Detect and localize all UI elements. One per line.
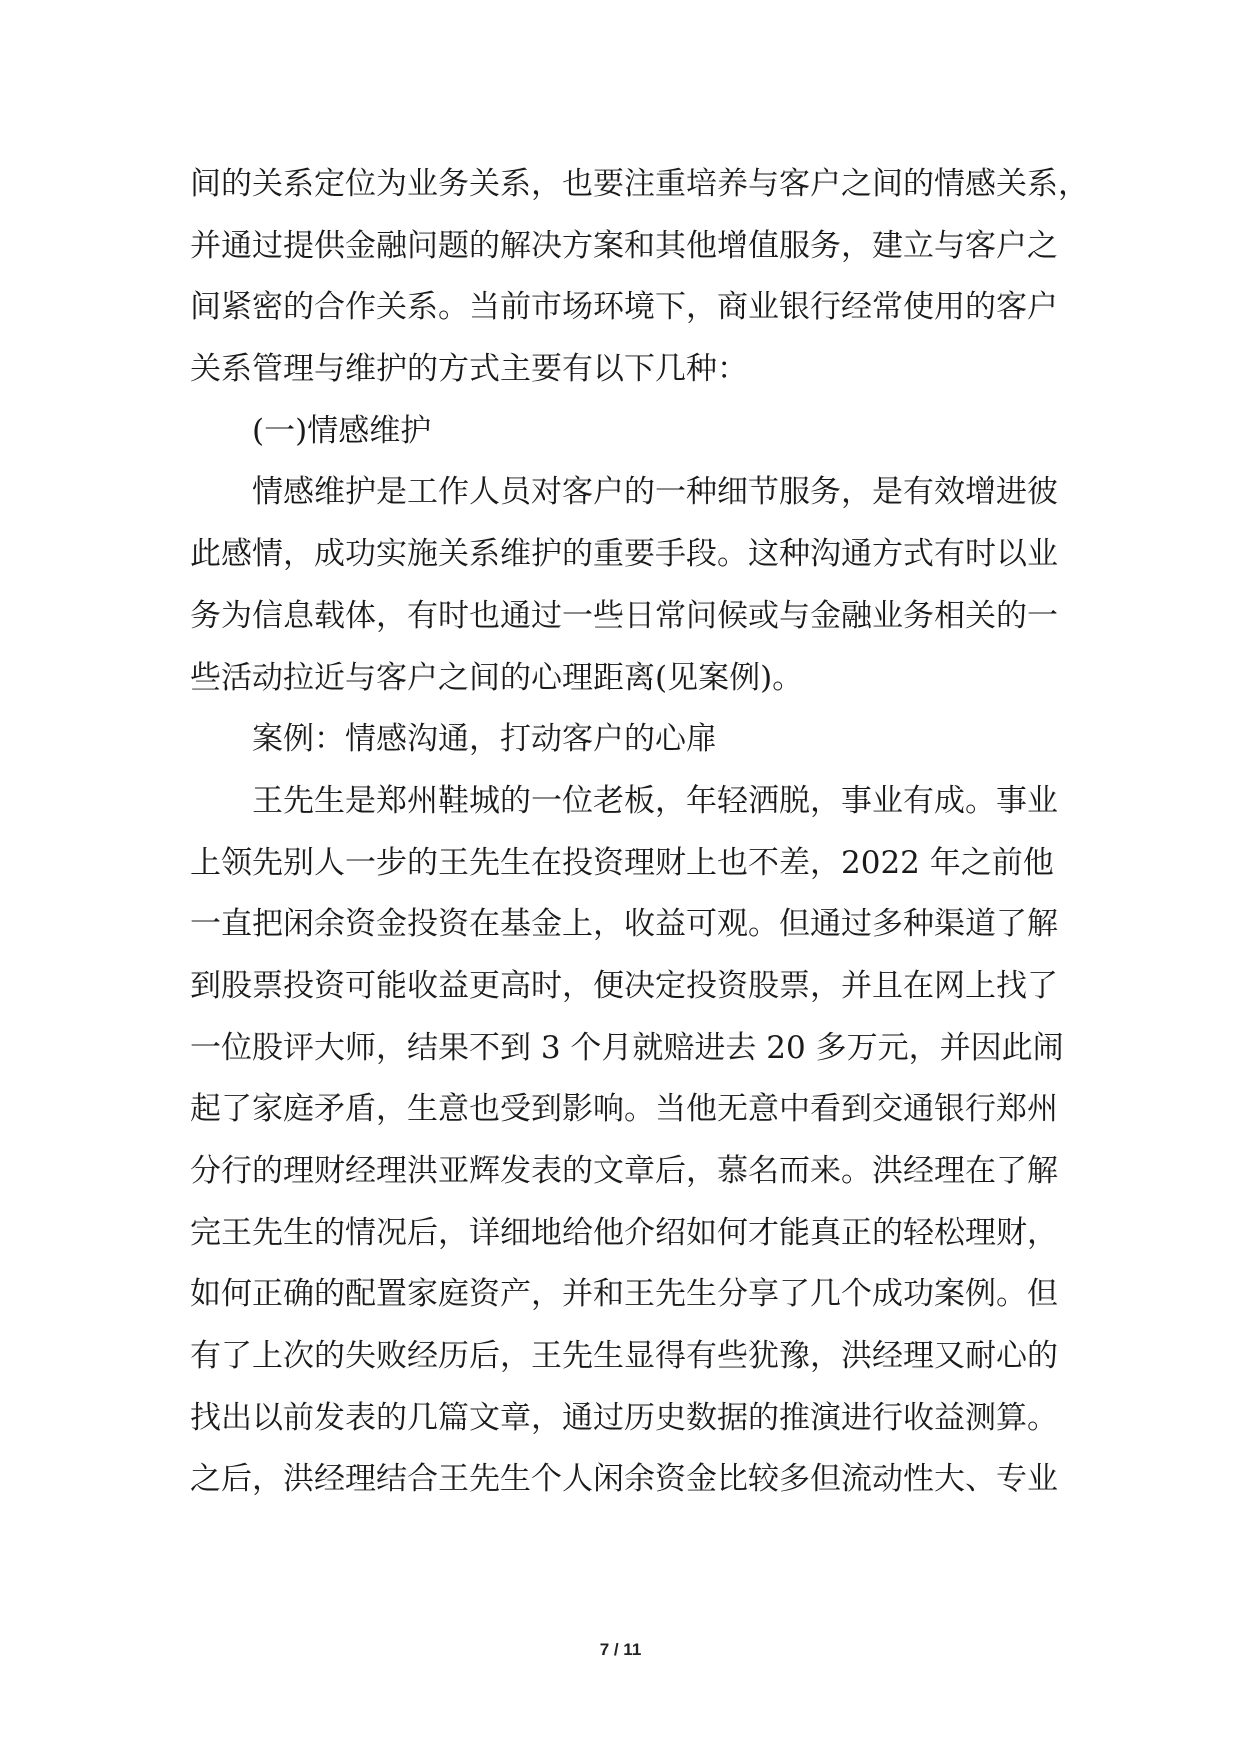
- text-line: 间的关系定位为业务关系，也要注重培养与客户之间的情感关系，: [190, 166, 1089, 202]
- text-line: 分行的理财经理洪亚辉发表的文章后，慕名而来。洪经理在了解: [190, 1153, 1058, 1189]
- text-line: 如何正确的配置家庭资产，并和王先生分享了几个成功案例。但: [190, 1276, 1058, 1313]
- text-line: 些活动拉近与客户之间的心理距离(见案例)。: [190, 659, 804, 696]
- text-line: 王先生是郑州鞋城的一位老板，年轻洒脱，事业有成。事业: [252, 782, 1058, 819]
- text-line: 找出以前发表的几篇文章，通过历史数据的推演进行收益测算。: [190, 1399, 1058, 1436]
- page-number: 7 / 11: [599, 1640, 642, 1659]
- text-line: 间紧密的合作关系。当前市场环境下，商业银行经常使用的客户: [190, 289, 1058, 326]
- text-line: 案例：情感沟通，打动客户的心扉: [252, 721, 717, 758]
- text-line: 一直把闲余资金投资在基金上，收益可观。但通过多种渠道了解: [190, 906, 1058, 943]
- text-line: 之后，洪经理结合王先生个人闲余资金比较多但流动性大、专业: [190, 1461, 1058, 1498]
- text-line: 关系管理与维护的方式主要有以下几种：: [190, 351, 748, 388]
- text-line: 此感情，成功实施关系维护的重要手段。这种沟通方式有时以业: [190, 536, 1058, 573]
- text-line: 一位股评大师，结果不到 3 个月就赔进去 20 多万元，并因此闹: [190, 1029, 1064, 1066]
- text-line: 并通过提供金融问题的解决方案和其他增值服务，建立与客户之: [190, 227, 1058, 264]
- text-line: 情感维护是工作人员对客户的一种细节服务，是有效增进彼: [252, 474, 1058, 511]
- text-line: 务为信息载体，有时也通过一些日常问候或与金融业务相关的一: [190, 597, 1058, 634]
- text-line: (一)情感维护: [252, 412, 432, 449]
- text-line: 完王先生的情况后，详细地给他介绍如何才能真正的轻松理财，: [190, 1214, 1058, 1251]
- text-line: 到股票投资可能收益更高时，便决定投资股票，并且在网上找了: [190, 967, 1058, 1004]
- text-line: 有了上次的失败经历后，王先生显得有些犹豫，洪经理又耐心的: [190, 1338, 1058, 1375]
- body-text: [190, 154, 1090, 1511]
- text-line: 上领先别人一步的王先生在投资理财上也不差，2022 年之前他: [190, 844, 1054, 881]
- text-line: 起了家庭矛盾，生意也受到影响。当他无意中看到交通银行郑州: [190, 1091, 1058, 1128]
